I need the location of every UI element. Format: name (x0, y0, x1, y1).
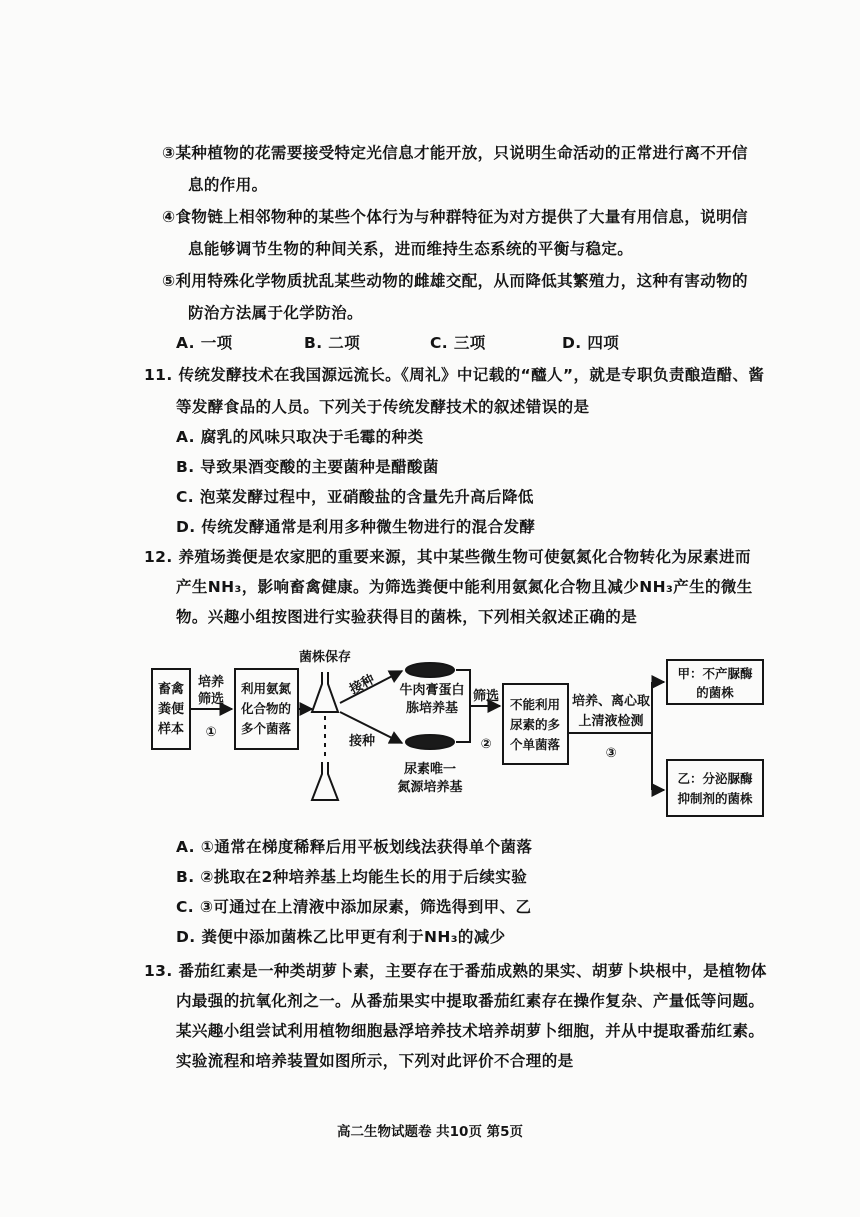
statement-3-line-2: 息的作用。 (188, 176, 268, 194)
statement-4-line-2: 息能够调节生物的种间关系，进而维持生态系统的平衡与稳定。 (188, 240, 634, 258)
q13-stem-line-1: 13. 番茄红素是一种类胡萝卜素，主要存在于番茄成熟的果实、胡萝卜块根中，是植物体 (144, 962, 767, 980)
strain-yi-label-2: 抑制剂的菌株 (677, 791, 753, 806)
step3-label-1: 培养、离心取 (571, 694, 651, 709)
strain-jia-label-2: 的菌株 (696, 685, 734, 700)
sample-label-3: 样本 (157, 722, 185, 737)
colonies-label-1: 利用氨氮 (240, 681, 292, 696)
statement-3-line-1: ③某种植物的花需要接受特定光信息才能开放，只说明生命活动的正常进行离不开信 (162, 144, 748, 162)
storage-label: 菌株保存 (298, 650, 352, 665)
colonies-label-2: 化合物的 (240, 701, 292, 716)
storage-flask-2 (312, 762, 338, 800)
colonies-label-3: 多个菌落 (240, 721, 292, 736)
strain-jia-label-1: 甲：不产脲酶 (677, 666, 753, 681)
q11-stem-line-2: 等发酵食品的人员。下列关于传统发酵技术的叙述错误的是 (176, 398, 590, 416)
urea-medium-label-2: 氮源培养基 (397, 780, 463, 795)
single-colonies-label-2: 尿素的多 (509, 717, 561, 732)
q10-option-d: D. 四项 (562, 334, 620, 352)
q10-option-b: B. 二项 (304, 334, 361, 352)
inoculate-label-1: 接种 (347, 672, 378, 698)
q12-option-a: A. ①通常在梯度稀释后用平板划线法获得单个菌落 (176, 838, 533, 856)
q11-stem-line-1: 11. 传统发酵技术在我国源远流长。《周礼》中记载的“醯人”，就是专职负责酿造醋、酱 (144, 366, 765, 384)
step3-number: ③ (605, 746, 617, 761)
page-footer: 高二生物试题卷 共10页 第5页 (336, 1124, 524, 1140)
statement-5-line-1: ⑤利用特殊化学物质扰乱某些动物的雌雄交配，从而降低其繁殖力，这种有害动物的 (162, 272, 748, 290)
storage-flask (312, 672, 338, 712)
q11-option-b: B. 导致果酒变酸的主要菌种是醋酸菌 (176, 458, 439, 476)
statement-4-line-1: ④食物链上相邻物种的某些个体行为与种群特征为对方提供了大量有用信息，说明信 (162, 208, 748, 226)
single-colonies-label-1: 不能利用 (509, 697, 561, 712)
statement-5-line-2: 防治方法属于化学防治。 (188, 304, 363, 322)
q12-option-b: B. ②挑取在2种培养基上均能生长的用于后续实验 (176, 868, 528, 886)
q11-option-a: A. 腐乳的风味只取决于毛霉的种类 (176, 428, 424, 446)
inoculate-label-2: 接种 (348, 734, 376, 749)
q13-stem-line-2: 内最强的抗氧化剂之一。从番茄果实中提取番茄红素存在操作复杂、产量低等问题。 (176, 992, 765, 1010)
strain-yi-box (667, 760, 763, 816)
step1-label-1: 培养 (197, 675, 225, 690)
q10-option-a: A. 一项 (176, 334, 233, 352)
urea-medium-label-1: 尿素唯一 (403, 762, 457, 777)
q12-option-d: D. 粪便中添加菌株乙比甲更有利于NH₃的减少 (176, 928, 506, 946)
step2-label: 筛选 (472, 689, 500, 704)
step1-label-2: 筛选 (197, 692, 225, 707)
q11-option-d: D. 传统发酵通常是利用多种微生物进行的混合发酵 (176, 518, 536, 536)
strain-yi-label-1: 乙：分泌脲酶 (677, 771, 753, 786)
q13-stem-line-4: 实验流程和培养装置如图所示，下列对此评价不合理的是 (176, 1052, 574, 1070)
q12-stem-line-3: 物。兴趣小组按图进行实验获得目的菌株，下列相关叙述正确的是 (176, 608, 638, 626)
q12-stem-line-2: 产生NH₃，影响畜禽健康。为筛选粪便中能利用氨氮化合物且减少NH₃产生的微生 (176, 578, 753, 596)
q10-option-c: C. 三项 (430, 334, 486, 352)
sample-label-2: 粪便 (157, 702, 185, 717)
beef-medium-dish (406, 663, 454, 677)
step2-number: ② (480, 737, 492, 752)
step3-label-2: 上清液检测 (578, 714, 644, 729)
q13-stem-line-3: 某兴趣小组尝试利用植物细胞悬浮培养技术培养胡萝卜细胞，并从中提取番茄红素。 (176, 1022, 765, 1040)
urea-medium-dish (406, 735, 454, 749)
sample-label-1: 畜禽 (157, 682, 185, 697)
q12-option-c: C. ③可通过在上清液中添加尿素，筛选得到甲、乙 (176, 898, 532, 916)
step1-number: ① (205, 725, 217, 740)
beef-medium-label-1: 牛肉膏蛋白 (399, 683, 465, 698)
q12-stem-line-1: 12. 养殖场粪便是农家肥的重要来源，其中某些微生物可使氨氮化合物转化为尿素进而 (144, 548, 751, 566)
beef-medium-label-2: 胨培养基 (405, 701, 459, 716)
single-colonies-label-3: 个单菌落 (509, 737, 561, 752)
q11-option-c: C. 泡菜发酵过程中，亚硝酸盐的含量先升高后降低 (176, 488, 534, 506)
